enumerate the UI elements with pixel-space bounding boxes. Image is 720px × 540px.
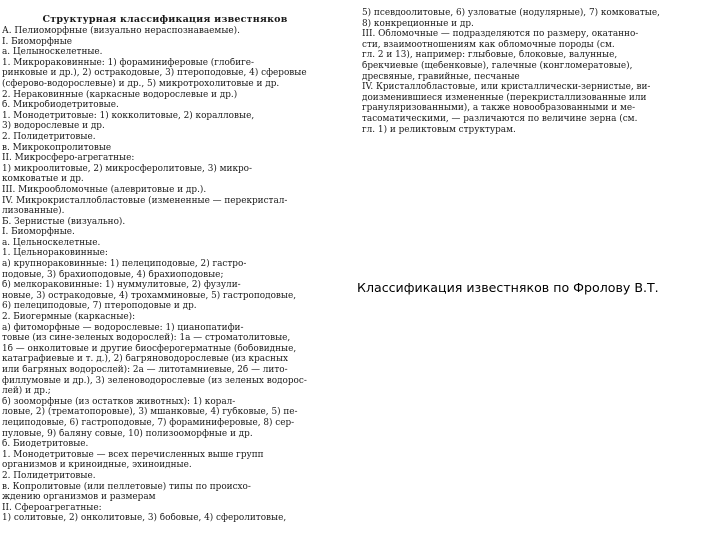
text-line: 1. Цельнораковинные: [2, 248, 108, 259]
text-line: Б. Зернистые (визуально). [2, 216, 126, 227]
text-line: комковатые и др. [2, 174, 84, 185]
text-line: лей) и др.; [2, 386, 51, 397]
text-line: катаграфиевые и т. д.), 2) багряноводорослевые (из красных [2, 354, 289, 365]
text-line: ринковые и др.), 2) остракодовые, 3) птероподовые, 4) сферовые [2, 68, 307, 79]
text-line: 1. Монодетритовые: 1) кокколитовые, 2) коралловые, [2, 110, 255, 121]
text-line: сти, взаимоотношениям как обломочные породы (см. [362, 39, 615, 50]
text-line: 2. Биогермные (каркасные): [2, 312, 136, 323]
text-line: 1б — онколитовые и другие биосферогерматные (бобовидные, [2, 343, 297, 354]
text-line: 2. Полидетритовые. [2, 470, 96, 481]
text-line: III. Обломочные — подразделяются по размеру, окатанно- [362, 29, 639, 40]
text-line: брекчиевые (щебенковые), галечные (конгломератовые), [362, 60, 633, 71]
text-line: I. Биоморфные. [2, 227, 75, 238]
text-line: подовые, 3) брахиоподовые, 4) брахиоподовые; [2, 269, 224, 280]
text-line: III. Микрообломочные (алевритовые и др.). [2, 184, 207, 195]
text-line: 6) пелециподовые, 7) птероподовые и др. [2, 301, 197, 312]
text-line: организмов и криноидные, эхиноидные. [2, 460, 192, 471]
text-line: ждению организмов и размерам [2, 492, 156, 503]
right-text-block [362, 8, 720, 135]
text-line: 8) конкреционные и др. [362, 18, 474, 29]
left-text-block [2, 26, 330, 524]
text-line: тасоматическими, — различаются по величине зерна (см. [362, 113, 638, 124]
text-line: а. Цельноскелетные. [2, 237, 101, 248]
text-line: 2. Полидетритовые. [2, 131, 96, 142]
text-line: 2. Нераковинные (каркасные водорослевые и др.) [2, 89, 238, 100]
text-line: дресвяные, гравийные, песчаные [362, 71, 520, 82]
text-line: гл. 2 и 13), например: глыбовые, блоковые, валунные, [362, 50, 618, 61]
text-line: IV. Микрокристаллобластовые (измененные — перекристал- [2, 195, 288, 206]
text-line: 5) псевдоолитовые, 6) узловатые (нодулярные), 7) комковатые, [362, 8, 660, 18]
text-line: (сферово-водорослевые) и др., 5) микротрохолитовые и др. [2, 78, 280, 89]
right-scan-page [354, 0, 720, 160]
text-line: а. Целыноскелетные. [2, 47, 103, 58]
text-line: а) крупнораковинные: 1) пелециподовые, 2) гастро- [2, 259, 247, 270]
text-line: в. Микрокопролитовые [2, 142, 112, 153]
text-line: б) зооморфные (из остатков животных): 1) корал- [2, 396, 236, 407]
text-line: грануляризованными), а также новообразованными и ме- [362, 103, 636, 114]
text-line: товые (из сине-зеленых водорослей): 1а — строматолитовые, [2, 333, 291, 344]
slide-caption: Классификация известняков по Фролову В.Т. [357, 280, 659, 295]
text-line: А. Пелиоморфные (визуально нераспознаваемые). [2, 26, 240, 36]
text-line: IV. Кристаллобластовые, или кристаллически-зернистые, ви- [362, 82, 651, 93]
text-line: доизменившиеся измененные (перекристаллизованные или [362, 92, 647, 103]
text-line: 1. Микрораковинные: 1) фораминиферовые (глобиге- [2, 57, 255, 68]
text-line: 1) солитовые, 2) онколитовые, 3) бобовые, 4) сферолитовые, [2, 513, 287, 524]
text-line: б. Микробиодетритовые. [2, 100, 119, 111]
text-line: 1) микроолитовые, 2) микросферолитовые, 3) микро- [2, 163, 253, 174]
text-line: б) мелкораковинные: 1) нуммулитовые, 2) фузули- [2, 280, 241, 291]
text-line: II. Сфероагрегатные: [2, 502, 102, 513]
left-scan-page [0, 0, 330, 540]
text-line: гл. 1) и реликтовым структурам. [362, 124, 516, 135]
text-line: лециподовые, 6) гастроподовые, 7) фораминиферовые, 8) сер- [2, 417, 295, 428]
text-line: пуловые, 9) баляну совые, 10) полизооморфные и др. [2, 428, 253, 439]
text-line: в. Копролитовые (или пеллетовые) типы по происхо- [2, 481, 251, 492]
text-line: или багряных водорослей): 2а — литотамниевые, 2б — лито- [2, 365, 288, 375]
text-line: а) фитоморфные — водорослевые: 1) цианопатифи- [2, 322, 244, 333]
text-line: новые, 3) остракодовые, 4) трохамминовые, 5) гастроподовые, [2, 290, 297, 301]
text-line: ловые, 2) (трематопоровые), 3) мшанковые, 4) губковые, 5) пе- [2, 407, 298, 418]
text-line: б. Биодетритовые. [2, 439, 89, 450]
text-line: лизованные). [2, 206, 65, 217]
text-line: I. Биоморфные [2, 36, 73, 47]
text-line: филлумовые и др.), 3) зеленоводорослевые (из зеленых водорос- [2, 375, 307, 386]
text-line: 1. Монодетритовые — всех перечисленных выше групп [2, 449, 264, 460]
scan-title: Структурная классификация известняков [42, 14, 288, 25]
text-line: II. Микросферо-агрегатные: [2, 153, 135, 164]
text-line: 3) водорослевые и др. [2, 121, 105, 132]
